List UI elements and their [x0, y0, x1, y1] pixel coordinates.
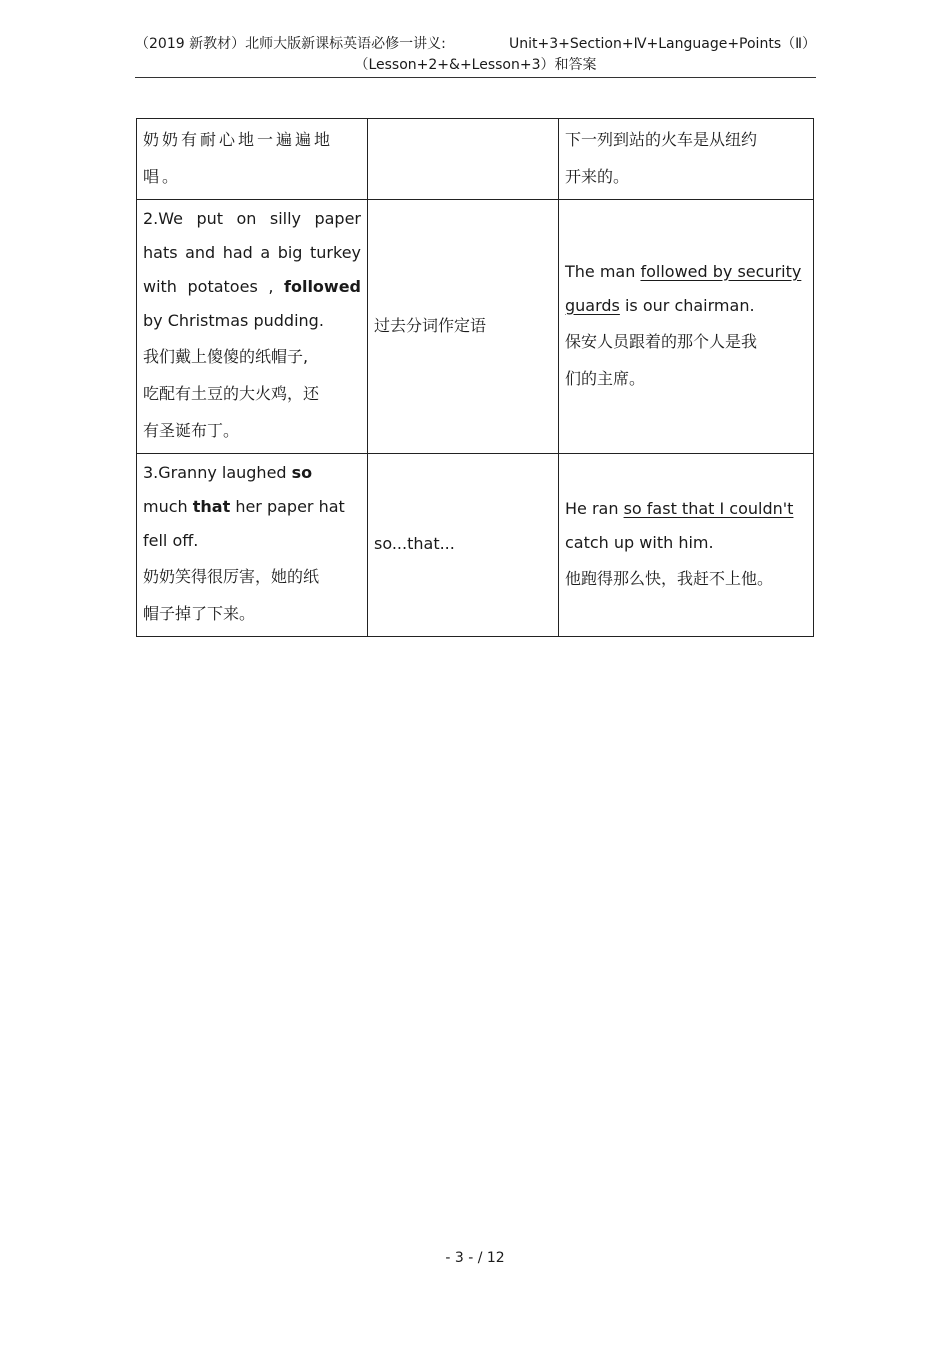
- example-cell: [137, 454, 368, 637]
- practice-chinese-line: 他跑得那么快，我赶不上他。: [565, 568, 774, 588]
- practice-text: is our chairman.: [619, 295, 755, 315]
- header-title-right: Unit+3+Section+Ⅳ+Language+Points（Ⅱ）: [508, 36, 816, 52]
- table-row: [137, 200, 814, 454]
- practice-chinese-line: 保安人员跟着的那个人是我: [565, 331, 758, 351]
- practice-english: [565, 492, 807, 560]
- page-footer: [0, 1250, 950, 1266]
- page-header: [135, 34, 816, 76]
- example-text: much: [143, 497, 193, 516]
- grammar-table: [136, 118, 814, 637]
- table-row: [137, 454, 814, 637]
- header-title-left: （2019 新教材）北师大版新课标英语必修一讲义:: [135, 36, 446, 52]
- example-keyword: that: [192, 497, 231, 516]
- practice-english: [565, 255, 807, 323]
- example-chinese-line: 奶奶笑得很厉害，她的纸: [143, 567, 320, 586]
- practice-text: catch up with him.: [565, 532, 714, 552]
- example-text: by Christmas pudding.: [143, 311, 324, 330]
- practice-underlined: followed by security guards: [565, 261, 802, 315]
- example-chinese-line: 我们戴上傻傻的纸帽子,: [143, 347, 309, 366]
- practice-cell: [559, 200, 814, 454]
- practice-cell: [559, 119, 814, 200]
- practice-chinese-line: 开来的。: [565, 167, 630, 186]
- table-row: [137, 119, 814, 200]
- example-chinese-line: 吃配有土豆的大火鸡，还: [143, 384, 320, 403]
- practice-chinese-line: 下一列到站的火车是从纽约: [565, 130, 758, 149]
- practice-underlined: so fast that I couldn't: [623, 498, 794, 518]
- example-english: [143, 456, 361, 558]
- structure-label: so...that...: [374, 534, 455, 553]
- example-keyword: followed: [284, 277, 361, 296]
- structure-cell: [368, 200, 559, 454]
- example-cell: [137, 119, 368, 200]
- structure-cell: [368, 454, 559, 637]
- example-keyword: so: [291, 463, 313, 482]
- example-text: 3.Granny laughed: [143, 463, 292, 482]
- example-chinese: 奶奶有耐心地一遍遍地唱。: [143, 130, 334, 186]
- example-cell: [137, 200, 368, 454]
- example-text: 2.We put on silly paper hats and had a big turkey with potatoes ,: [143, 209, 361, 296]
- practice-text: The man: [565, 261, 641, 281]
- example-text: her paper hat fell off.: [143, 497, 345, 550]
- header-subtitle: （Lesson+2+&+Lesson+3）和答案: [354, 57, 597, 73]
- header-divider: [135, 77, 816, 78]
- structure-label: 过去分词作定语: [374, 315, 487, 335]
- example-english: [143, 202, 361, 338]
- example-chinese-line: 有圣诞布丁。: [143, 421, 240, 440]
- practice-chinese-line: 们的主席。: [565, 368, 646, 388]
- page-number: - 3 - / 12: [445, 1250, 505, 1266]
- example-chinese-line: 帽子掉了下来。: [143, 604, 256, 623]
- practice-cell: [559, 454, 814, 637]
- structure-cell: [368, 119, 559, 200]
- practice-text: He ran: [565, 498, 624, 518]
